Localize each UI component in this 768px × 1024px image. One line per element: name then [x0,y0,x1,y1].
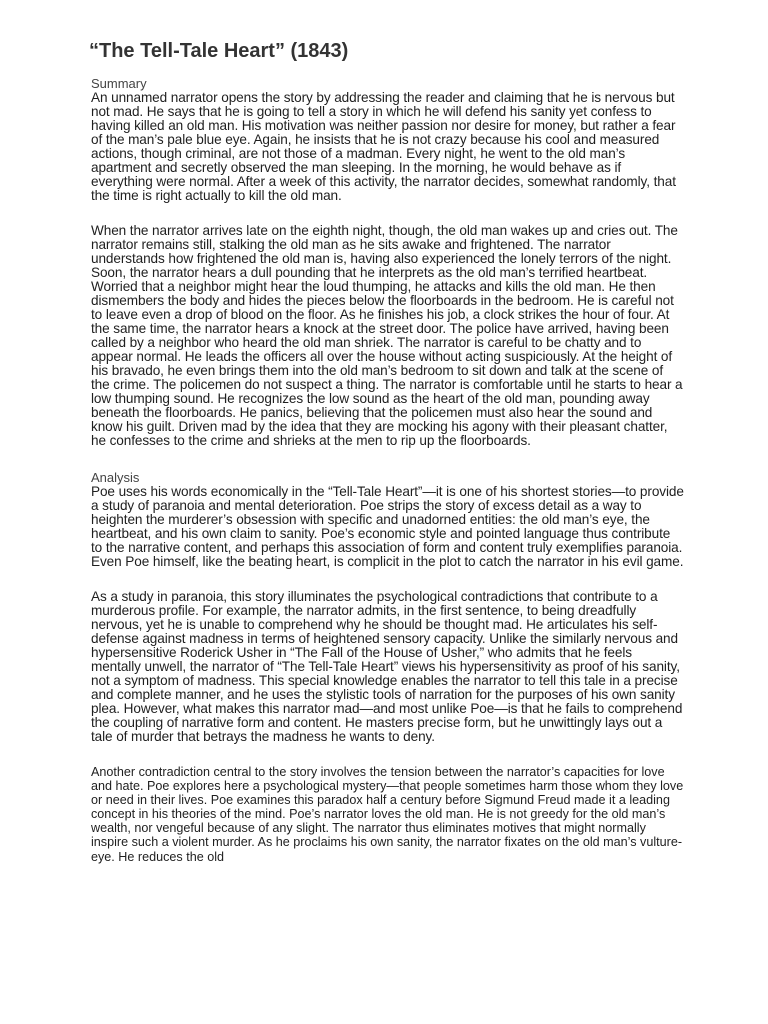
summary-paragraph-2: When the narrator arrives late on the eighth night, though, the old man wakes up and cries out. The narrator remains still, stalking the old man as he sits awake and frightened. The narrator understands how frightened the old man is, having also experienced the lonely terrors of the night. Soon, the narrator hears a dull pounding that he interprets as the old man’s terrified heartbeat. Worried that a neighbor might hear the loud thumping, he attacks and kills the old man. He then dismembers the body and hides the pieces below the floorboards in the bedroom. He is careful not to leave even a drop of blood on the floor. As he finishes his job, a clock strikes the hour of four. At the same time, the narrator hears a knock at the street door. The police have arrived, having been called by a neighbor who heard the old man shriek. The narrator is careful to be chatty and to appear normal. He leads the officers all over the house without acting suspiciously. At the height of his bravado, he even brings them into the old man’s bedroom to sit down and talk at the scene of the crime. The policemen do not suspect a thing. The narrator is comfortable until he starts to hear a low thumping sound. He recognizes the low sound as the heart of the old man, pounding away beneath the floorboards. He panics, believing that the policemen must also hear the sound and know his guilt. Driven mad by the idea that they are mocking his agony with their pleasant chatter, he confesses to the crime and shrieks at the men to rip up the floorboards. [91,223,683,448]
paragraph-spacer [91,744,684,765]
page-title: “The Tell-Tale Heart” (1843) [89,40,349,62]
section-spacer [91,448,684,471]
analysis-heading: Analysis [91,470,140,485]
analysis-paragraph-2: As a study in paranoia, this story illuminates the psychological contradictions that contribute to a murderous profile. For example, the narrator admits, in the first sentence, to being dreadfully nervous, yet he is unable to comprehend why he should be thought mad. He articulates his self-defense against madness in terms of heightened sensory capacity. Unlike the similarly nervous and hypersensitive Roderick Usher in “The Fall of the House of Usher,” who admits that he feels mentally unwell, the narrator of “The Tell-Tale Heart” views his hypersensitivity as proof of his sanity, not a symptom of madness. This special knowledge enables the narrator to tell this tale in a precise and complete manner, and he uses the stylistic tools of narration for the purposes of his own sanity plea. However, what makes this narrator mad—and most unlike Poe—is that he fails to comprehend the coupling of narrative form and content. He masters precise form, but he unwittingly lays out a tale of murder that betrays the madness he wants to deny. [91,589,683,744]
paragraph-spacer [91,203,684,224]
summary-paragraph-1: An unnamed narrator opens the story by addressing the reader and claiming that he is nervous but not mad. He says that he is going to tell a story in which he will defend his sanity yet confess to having killed an old man. His motivation was neither passion nor desire for money, but rather a fear of the man’s pale blue eye. Again, he insists that he is not crazy because his cool and measured actions, though criminal, are not those of a madman. Every night, he went to the old man’s apartment and secretly observed the man sleeping. In the morning, he would behave as if everything were normal. After a week of this activity, the narrator decides, somewhat randomly, that the time is right actually to kill the old man. [91,90,676,203]
paragraph-spacer [91,569,684,590]
analysis-paragraph-1: Poe uses his words economically in the “Tell-Tale Heart”—it is one of his shortest stories—to provide a study of paranoia and mental deterioration. Poe strips the story of excess detail as a way to heighten the murderer’s obsession with specific and unadorned entities: the old man’s eye, the heartbeat, and his own claim to sanity. Poe’s economic style and pointed language thus contribute to the narrative content, and perhaps this association of form and content truly exemplifies paranoia. Even Poe himself, like the beating heart, is complicit in the plot to catch the narrator in his evil game. [91,484,684,569]
analysis-paragraph-3: Another contradiction central to the story involves the tension between the narrator’s capacities for love and hate. Poe explores here a psychological mystery—that people sometimes harm those whom they love or need in their lives. Poe examines this paradox half a century before Sigmund Freud made it a leading concept in his theories of the mind. Poe’s narrator loves the old man. He is not greedy for the old man’s wealth, nor vengeful because of any slight. The narrator thus eliminates motives that might normally inspire such a violent murder. As he proclaims his own sanity, the narrator fixates on the old man’s vulture-eye. He reduces the old [91,765,684,864]
summary-heading: Summary [91,76,147,91]
